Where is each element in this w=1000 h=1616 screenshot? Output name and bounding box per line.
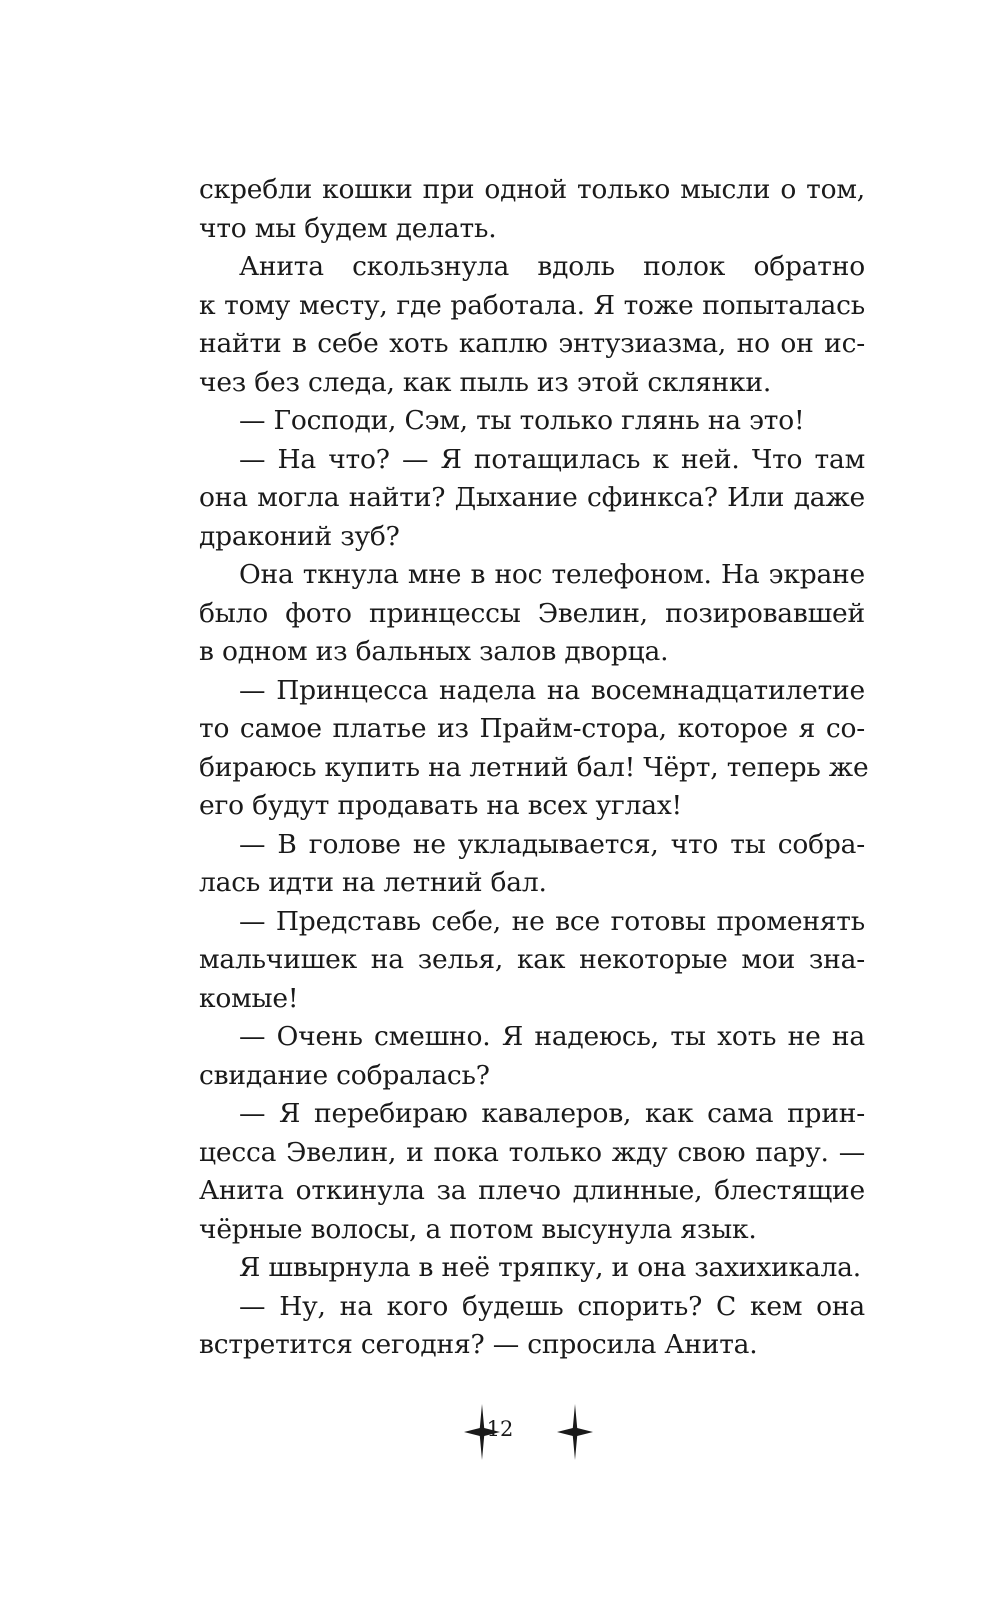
page-footer — [0, 1402, 1000, 1462]
text-line: Анита скользнула вдоль полок обратно — [239, 251, 865, 282]
text-line: лась идти на летний бал. — [199, 867, 547, 898]
page-number: 12 — [486, 1417, 514, 1441]
text-line: Я швырнула в неё тряпку, и она захихикала. — [239, 1252, 861, 1283]
text-line: — Принцесса надела на восемнадцатилетие — [239, 674, 865, 706]
text-line: то самое платье из Прайм-стора, которое я со- — [199, 713, 865, 744]
text-line: — Господи, Сэм, ты только глянь на это! — [239, 405, 805, 436]
text-line: — На что? — Я потащилась к ней. Что там — [239, 443, 865, 475]
text-line: Она ткнула мне в нос телефоном. На экране — [239, 559, 865, 590]
star-ornament-icon — [555, 1402, 595, 1462]
body-text — [199, 171, 869, 1365]
text-line: скребли кошки при одной только мысли о том, — [199, 174, 865, 205]
text-line: — Представь себе, не все готовы променять — [239, 905, 865, 937]
text-line: — В голове не укладывается, что ты собра- — [239, 828, 865, 860]
text-line: что мы будем делать. — [199, 212, 497, 244]
text-line: цесса Эвелин, и пока только жду свою пару. — — [199, 1136, 865, 1168]
text-line: чез без следа, как пыль из этой склянки. — [199, 366, 772, 398]
text-line: встретится сегодня? — спросила Анита. — [199, 1329, 758, 1360]
text-line: найти в себе хоть каплю энтузиазма, но он ис- — [199, 328, 865, 359]
text-line: драконий зуб? — [199, 520, 400, 552]
text-line: мальчишек на зелья, как некоторые мои зна- — [199, 944, 865, 975]
text-line: она могла найти? Дыхание сфинкса? Или даже — [199, 482, 865, 513]
text-line: чёрные волосы, а потом высунула язык. — [199, 1213, 757, 1245]
text-line: было фото принцессы Эвелин, позировавшей — [199, 597, 865, 629]
text-line: к тому месту, где работала. Я тоже попыталась — [199, 289, 865, 321]
text-line: бираюсь купить на летний бал! Чёрт, теперь же — [199, 751, 869, 783]
text-line: — Ну, на кого будешь спорить? С кем она — [239, 1290, 865, 1322]
text-line: — Я перебираю кавалеров, как сама прин- — [239, 1098, 865, 1129]
text-line: его будут продавать на всех углах! — [199, 790, 683, 821]
text-line: Анита откинула за плечо длинные, блестящие — [199, 1175, 865, 1206]
text-line: — Очень смешно. Я надеюсь, ты хоть не на — [239, 1021, 865, 1052]
text-line: комые! — [199, 982, 299, 1014]
text-line: в одном из бальных залов дворца. — [199, 636, 669, 667]
text-line: свидание собралась? — [199, 1059, 490, 1091]
